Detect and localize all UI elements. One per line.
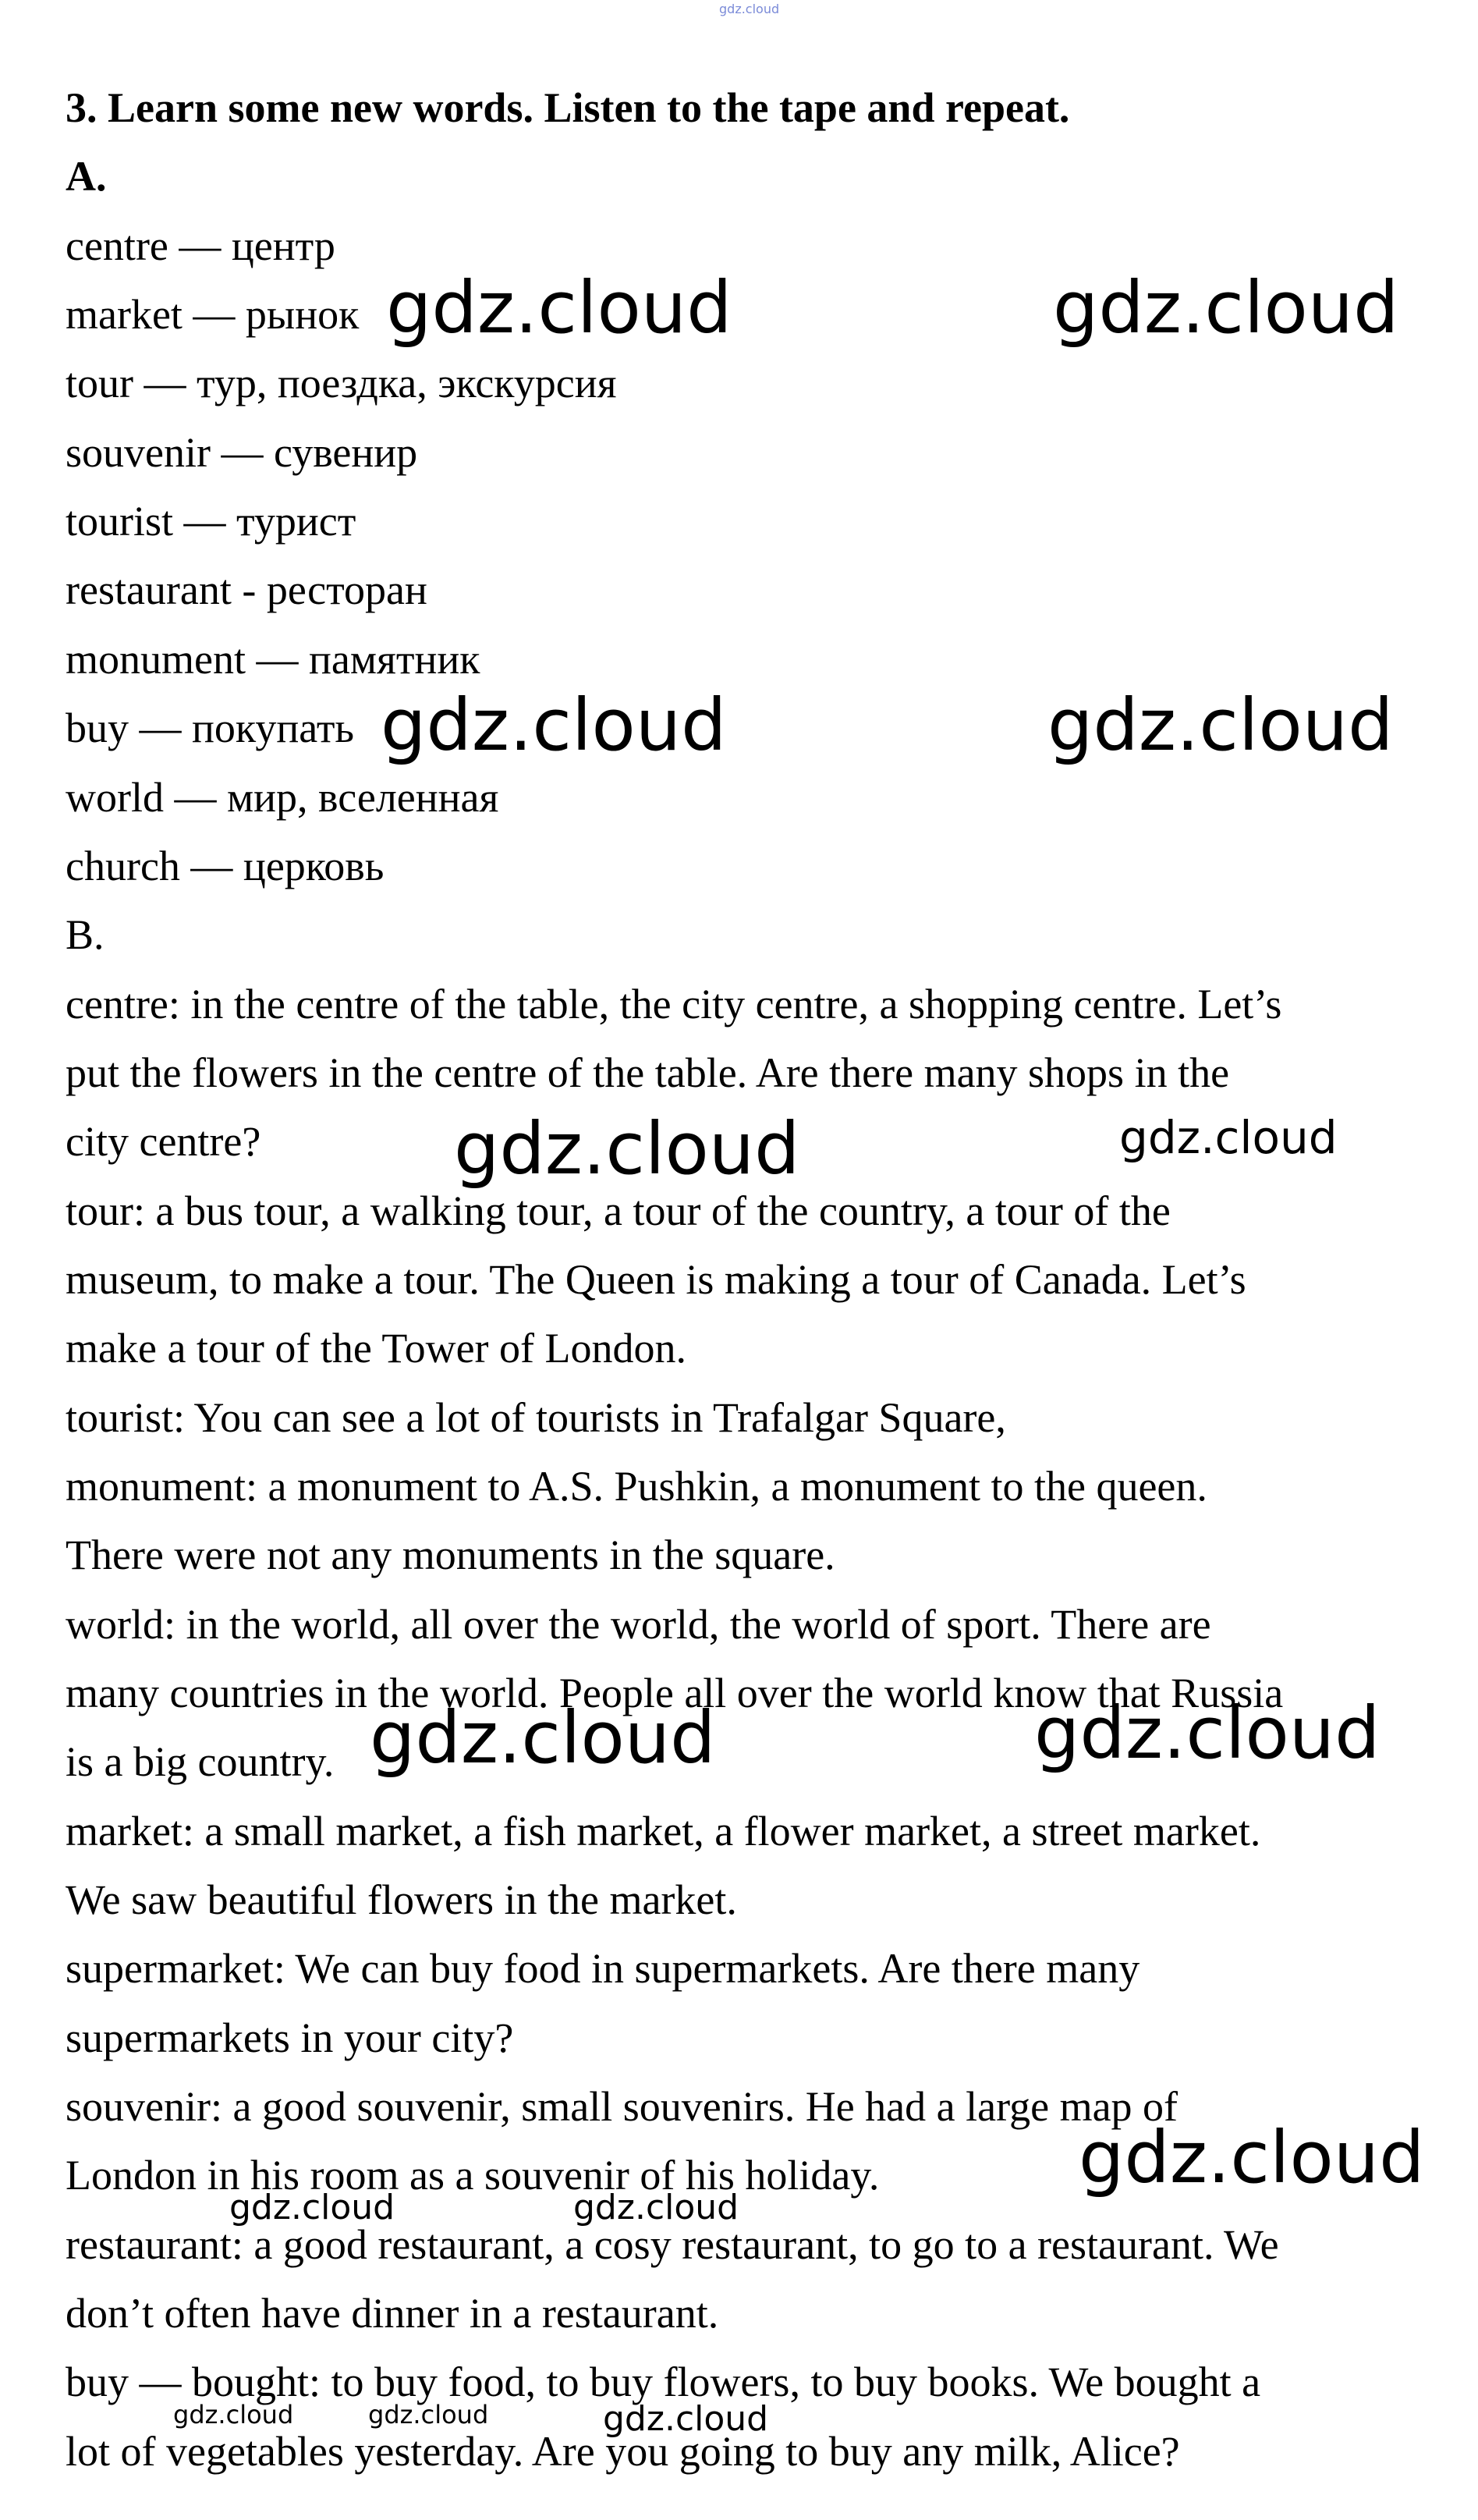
watermark: gdz.cloud — [1079, 2116, 1425, 2199]
vocab-line: buy — покупать — [66, 705, 355, 751]
text-line: supermarkets in your city? — [66, 2014, 514, 2061]
section-a-label: A. — [66, 153, 107, 200]
text-line: souvenir: a good souvenir, small souvenirs. He had a large map of — [66, 2083, 1179, 2130]
watermark: gdz.cloud — [573, 2188, 739, 2227]
text-line: world: in the world, all over the world, the world of sport. There are — [66, 1601, 1211, 1648]
vocab-line: centre — центр — [66, 222, 335, 269]
text-line: We saw beautiful flowers in the market. — [66, 1876, 737, 1923]
watermark: gdz.cloud — [1034, 1691, 1381, 1775]
text-line: make a tour of the Tower of London. — [66, 1325, 686, 1372]
vocab-line: tourist — турист — [66, 498, 356, 545]
text-line: city centre? — [66, 1118, 261, 1165]
vocab-line: souvenir — сувенир — [66, 429, 418, 476]
text-line: There were not any monuments in the square. — [66, 1532, 835, 1578]
text-line: centre: in the centre of the table, the city centre, a shopping centre. Let’s — [66, 981, 1282, 1028]
text-line: don’t often have dinner in a restaurant. — [66, 2290, 719, 2337]
vocab-line: restaurant - ресторан — [66, 566, 427, 613]
text-line: lot of vegetables yesterday. Are you going to buy any milk, Alice? — [66, 2428, 1180, 2475]
watermark: gdz.cloud — [603, 2399, 769, 2439]
watermark: gdz.cloud — [368, 2400, 489, 2429]
text-line: restaurant: a good restaurant, a cosy restaurant, to go to a restaurant. We — [66, 2221, 1279, 2268]
watermark: gdz.cloud — [454, 1107, 800, 1191]
watermark: gdz.cloud — [1119, 1111, 1338, 1164]
watermark: gdz.cloud — [229, 2188, 395, 2227]
text-line: London in his room as a souvenir of his holiday. — [66, 2152, 880, 2199]
text-line: museum, to make a tour. The Queen is making a tour of Canada. Let’s — [66, 1256, 1246, 1303]
text-line: many countries in the world. People all over the world know that Russia — [66, 1670, 1284, 1716]
watermark: gdz.cloud — [1053, 266, 1399, 350]
vocab-line: monument — памятник — [66, 636, 480, 683]
text-line: buy — bought: to buy food, to buy flowers, to buy books. We bought a — [66, 2359, 1261, 2405]
text-line: tour: a bus tour, a walking tour, a tour of the country, a tour of the — [66, 1187, 1171, 1234]
text-line: tourist: You can see a lot of tourists in Trafalgar Square, — [66, 1394, 1006, 1441]
watermark: gdz.cloud — [173, 2400, 294, 2429]
watermark: gdz.cloud — [381, 683, 727, 767]
vocab-line: church — церковь — [66, 843, 385, 889]
watermark: gdz.cloud — [1047, 683, 1394, 767]
watermark: gdz.cloud — [386, 266, 732, 350]
section-b-label: B. — [66, 911, 105, 958]
vocab-line: world — мир, вселенная — [66, 774, 499, 821]
vocab-line: market — рынок — [66, 291, 360, 338]
text-line: is a big country. — [66, 1738, 335, 1785]
top-watermark: gdz.cloud — [719, 2, 780, 16]
text-line: market: a small market, a fish market, a flower market, a street market. — [66, 1808, 1261, 1855]
text-line: put the flowers in the centre of the table. Are there many shops in the — [66, 1049, 1230, 1096]
exercise-title: 3. Learn some new words. Listen to the tape and repeat. — [66, 84, 1070, 131]
text-line: supermarket: We can buy food in supermarkets. Are there many — [66, 1945, 1140, 1992]
text-line: monument: a monument to A.S. Pushkin, a monument to the queen. — [66, 1463, 1207, 1510]
watermark: gdz.cloud — [370, 1696, 716, 1780]
vocab-line: tour — тур, поездка, экскурсия — [66, 360, 617, 406]
